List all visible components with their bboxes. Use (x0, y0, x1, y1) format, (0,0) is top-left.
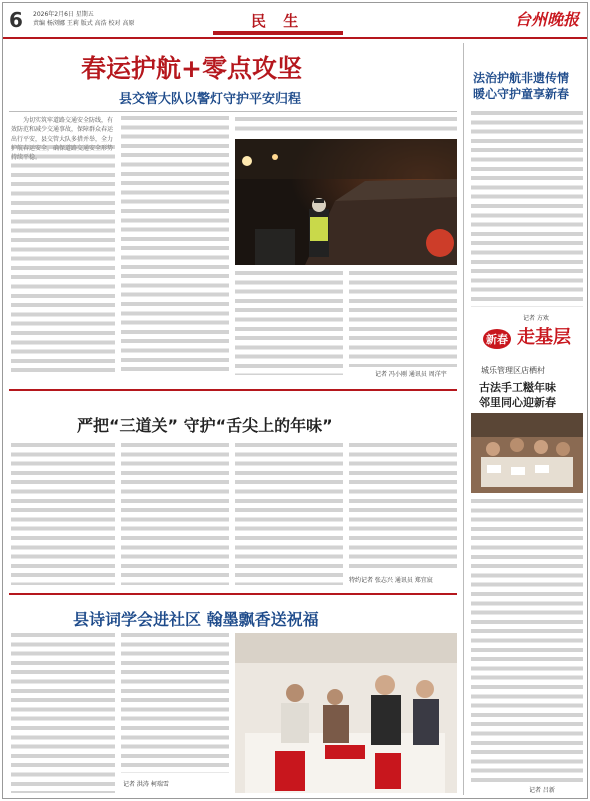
newspaper-logo: 台州晚报 (514, 10, 579, 29)
calligraphy-event-photo (235, 633, 457, 793)
article3-column2 (121, 633, 229, 773)
right-column-divider (463, 43, 464, 795)
article1-title: 春运护航+零点攻坚 (81, 54, 302, 83)
side1-byline: 记者 方欢 (523, 315, 549, 322)
header-date: 2026年2月6日 星期五 (33, 11, 94, 18)
article1-column4 (349, 271, 457, 367)
article2-bottom-rule (9, 593, 457, 595)
column-label-grassroots: 走基层 (517, 327, 571, 348)
villagers-making-cakes-photo (471, 413, 583, 493)
article3-column1 (11, 633, 115, 793)
article2-column1 (11, 443, 115, 585)
page-header (3, 3, 588, 39)
side2-text (471, 499, 583, 783)
article1-bottom-rule (9, 389, 457, 391)
page-number: 6 (9, 8, 23, 32)
side2-title-line3: 邻里同心迎新春 (479, 396, 556, 409)
article3-byline: 记者 洪涛 柯瑞雪 (123, 781, 169, 788)
article3-title: 县诗词学会进社区 翰墨飘香送祝福 (73, 610, 319, 629)
side2-title-line2: 古法手工糍年味 (479, 381, 556, 394)
side1-title-line1: 法治护航非遗传情 (473, 71, 570, 85)
article1-byline: 记者 冯小刚 通讯员 周洋宇 (375, 371, 447, 378)
section-title: 民 生 (251, 12, 305, 30)
side2-byline: 记者 吕新 (529, 787, 555, 794)
article3-photo (235, 633, 457, 793)
section-bar (213, 31, 343, 35)
article1-column3 (235, 271, 343, 375)
side2-photo (471, 413, 583, 493)
article1-subtitle: 县交管大队以警灯守护平安归程 (119, 92, 302, 107)
column-logo (471, 319, 585, 353)
side1-text (471, 111, 583, 307)
article1-lead-text: 为切实筑牢道路交通安全防线，有效防范和减少交通事故，保障群众春运出行平安，县交管大队多措并举，全力护航春运安全，确保道路交通安全形势持续平稳。 (11, 117, 114, 162)
newspaper-page (2, 2, 588, 799)
header-editors: 责编 杨浏娜 王莉 版式 高浩 校对 高原 (33, 20, 135, 27)
article2-column3 (235, 443, 343, 585)
article1-column1 (11, 145, 115, 375)
column-label-new-spring: 新春 (483, 329, 511, 349)
article2-byline: 特约记者 张志兴 通讯员 郑宜宸 (349, 577, 433, 584)
article1-divider (9, 111, 457, 112)
header-meta (33, 10, 134, 28)
side1-title-line2: 暖心守护童享新春 (473, 87, 570, 101)
article1-column2 (121, 116, 229, 376)
police-checkpoint-photo (235, 139, 457, 265)
side2-title-line1: 城乐管理区店栖村 (481, 366, 545, 375)
article2-column2 (121, 443, 229, 585)
article2-column4 (349, 443, 457, 571)
article1-photo (235, 139, 457, 265)
article1-photo-topline (235, 117, 457, 135)
article2-title: 严把“三道关” 守护“舌尖上的年味” (77, 416, 333, 435)
